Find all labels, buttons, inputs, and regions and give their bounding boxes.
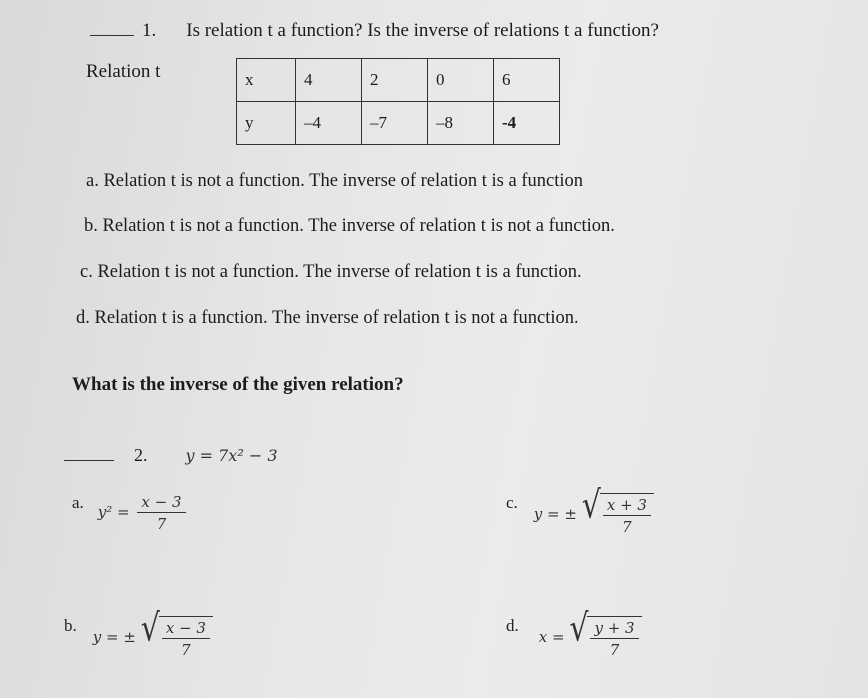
square-root-icon: √ $\frac{x + 3}{7}$ (582, 493, 654, 536)
equation: y = 7x² − 3 (185, 446, 278, 465)
square-root-icon: √ $\frac{x - 3}{7}$ (141, 616, 213, 659)
section-heading: What is the inverse of the given relation? (72, 374, 404, 395)
relation-table (236, 58, 560, 145)
table-cell: 0 (428, 59, 494, 102)
option-letter: a. (72, 493, 84, 512)
option-lhs: y = ± (92, 627, 136, 646)
fraction (162, 619, 210, 659)
fraction (137, 493, 185, 533)
table-cell: –7 (362, 102, 428, 145)
table-cell: –4 (296, 102, 362, 145)
table-header-y: y (237, 102, 296, 145)
numerator: x + 3 (603, 496, 651, 516)
denominator: 7 (181, 641, 191, 659)
choice-a[interactable]: a. Relation t is not a function. The inverse of relation t is a function (86, 171, 583, 191)
fraction (590, 619, 638, 659)
answer-blank[interactable] (64, 446, 114, 461)
square-root-icon: √ $\frac{y + 3}{7}$ (569, 616, 641, 659)
question-number: 1. (142, 20, 157, 41)
option-letter: b. (64, 616, 77, 635)
denominator: 7 (609, 641, 620, 659)
denominator: 7 (622, 518, 632, 536)
table-row-x (237, 59, 560, 102)
choice-d[interactable]: d. Relation t is a function. The inverse of relation t is not a function. (76, 308, 579, 328)
option-lhs: y = ± (533, 504, 577, 523)
option-b[interactable] (64, 606, 213, 659)
denominator: 7 (156, 515, 167, 533)
numerator: x − 3 (162, 619, 210, 639)
option-a[interactable] (72, 493, 189, 533)
option-d[interactable] (506, 606, 642, 659)
table-row-y (237, 102, 560, 145)
question-2 (64, 445, 278, 466)
option-lhs: y² = (97, 503, 130, 521)
question-1 (90, 20, 659, 42)
option-letter: d. (506, 616, 519, 635)
table-cell: 6 (494, 59, 560, 102)
numerator: y + 3 (590, 619, 638, 639)
fraction (603, 496, 651, 536)
table-cell: 2 (362, 59, 428, 102)
relation-label: Relation t (86, 61, 161, 82)
choice-c[interactable]: c. Relation t is not a function. The inverse of relation t is a function. (80, 262, 582, 282)
option-lhs: x = (538, 627, 565, 646)
option-c[interactable] (506, 483, 654, 536)
question-number: 2. (134, 445, 148, 465)
answer-blank[interactable] (90, 21, 134, 36)
table-cell: -4 (494, 102, 560, 145)
option-letter: c. (506, 493, 518, 512)
table-cell: –8 (428, 102, 494, 145)
table-cell: 4 (296, 59, 362, 102)
numerator: x − 3 (137, 493, 185, 513)
question-text: Is relation t a function? Is the inverse of relations t a function? (186, 20, 659, 41)
choice-b[interactable]: b. Relation t is not a function. The inverse of relation t is not a function. (84, 216, 615, 236)
table-header-x: x (237, 59, 296, 102)
